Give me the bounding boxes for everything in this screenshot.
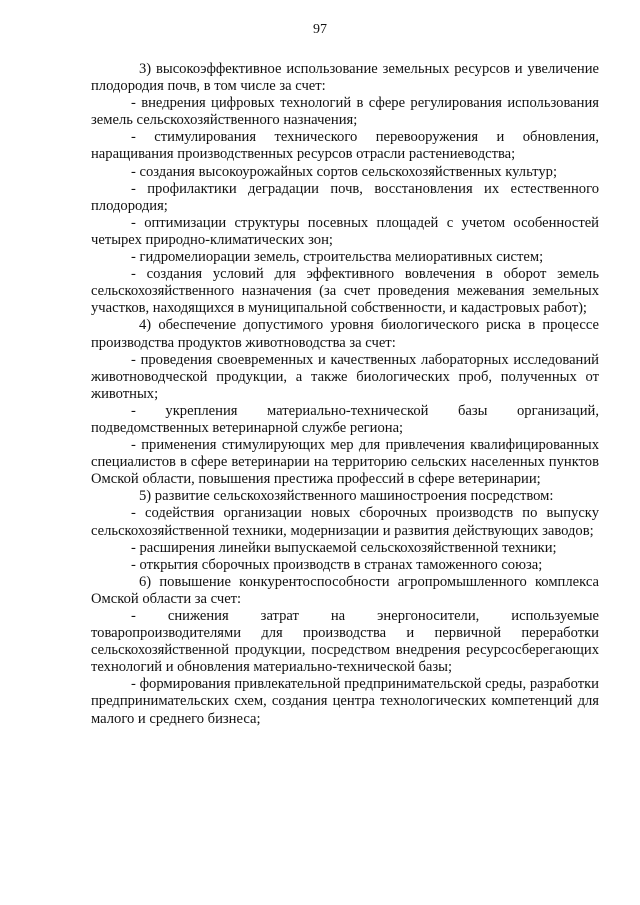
list-item-bullet: - укрепления материально-технической базы организаций, подведомственных ветеринарной службе региона;	[91, 402, 599, 436]
list-item-3-heading: 3) высокоэффективное использование земельных ресурсов и увеличение плодородия почв, в том числе за счет:	[91, 61, 599, 95]
list-item-bullet: - стимулирования технического перевооружения и обновления, наращивания производственных ресурсов отрасли растениеводства;	[91, 129, 599, 163]
list-item-bullet: - открытия сборочных производств в странах таможенного союза;	[131, 556, 543, 573]
list-item-bullet: - снижения затрат на энергоносители, используемые товаропроизводителями для производства и первичной переработки сельскохозяйственной продукции, посредством внедрения ресурсосберегающих технологий и обновления материально-технической базы;	[91, 608, 599, 676]
list-item-bullet: - создания высокоурожайных сортов сельскохозяйственных культур;	[131, 163, 558, 180]
list-item-5-heading: 5) развитие сельскохозяйственного машиностроения посредством:	[139, 488, 554, 505]
list-item-bullet: - проведения своевременных и качественных лабораторных исследований животноводческой продукции, а также биологических проб, полученных от животных;	[91, 351, 599, 402]
document-body	[91, 61, 599, 728]
list-item-bullet: - применения стимулирующих мер для привлечения квалифицированных специалистов в сфере ветеринарии на территорию сельских населенных пунктов Омской области, повышения престижа профессий в сфере ветеринарии;	[91, 437, 599, 488]
list-item-4-heading: 4) обеспечение допустимого уровня биологического риска в процессе производства продуктов животноводства за счет:	[91, 317, 599, 351]
list-item-bullet: - гидромелиорации земель, строительства мелиоративных систем;	[131, 249, 544, 266]
list-item-bullet: - расширения линейки выпускаемой сельскохозяйственной техники;	[131, 539, 557, 556]
list-item-bullet: - оптимизации структуры посевных площадей с учетом особенностей четырех природно-климатических зон;	[91, 214, 599, 248]
list-item-bullet: - профилактики деградации почв, восстановления их естественного плодородия;	[91, 180, 599, 214]
list-item-bullet: - создания условий для эффективного вовлечения в оборот земель сельскохозяйственного назначения (за счет проведения межевания земельных участков, находящихся в муниципальной собственности, и кадастровых работ);	[91, 266, 599, 317]
page-number: 97	[313, 22, 327, 37]
list-item-bullet: - формирования привлекательной предпринимательской среды, разработки предпринимательских схем, создания центра технологических компетенций для малого и среднего бизнеса;	[91, 676, 599, 727]
list-item-bullet: - содействия организации новых сборочных производств по выпуску сельскохозяйственной техники, модернизации и развития действующих заводов;	[91, 505, 599, 539]
list-item-6-heading: 6) повышение конкурентоспособности агропромышленного комплекса Омской области за счет:	[91, 573, 599, 607]
list-item-bullet: - внедрения цифровых технологий в сфере регулирования использования земель сельскохозяйственного назначения;	[91, 95, 599, 129]
